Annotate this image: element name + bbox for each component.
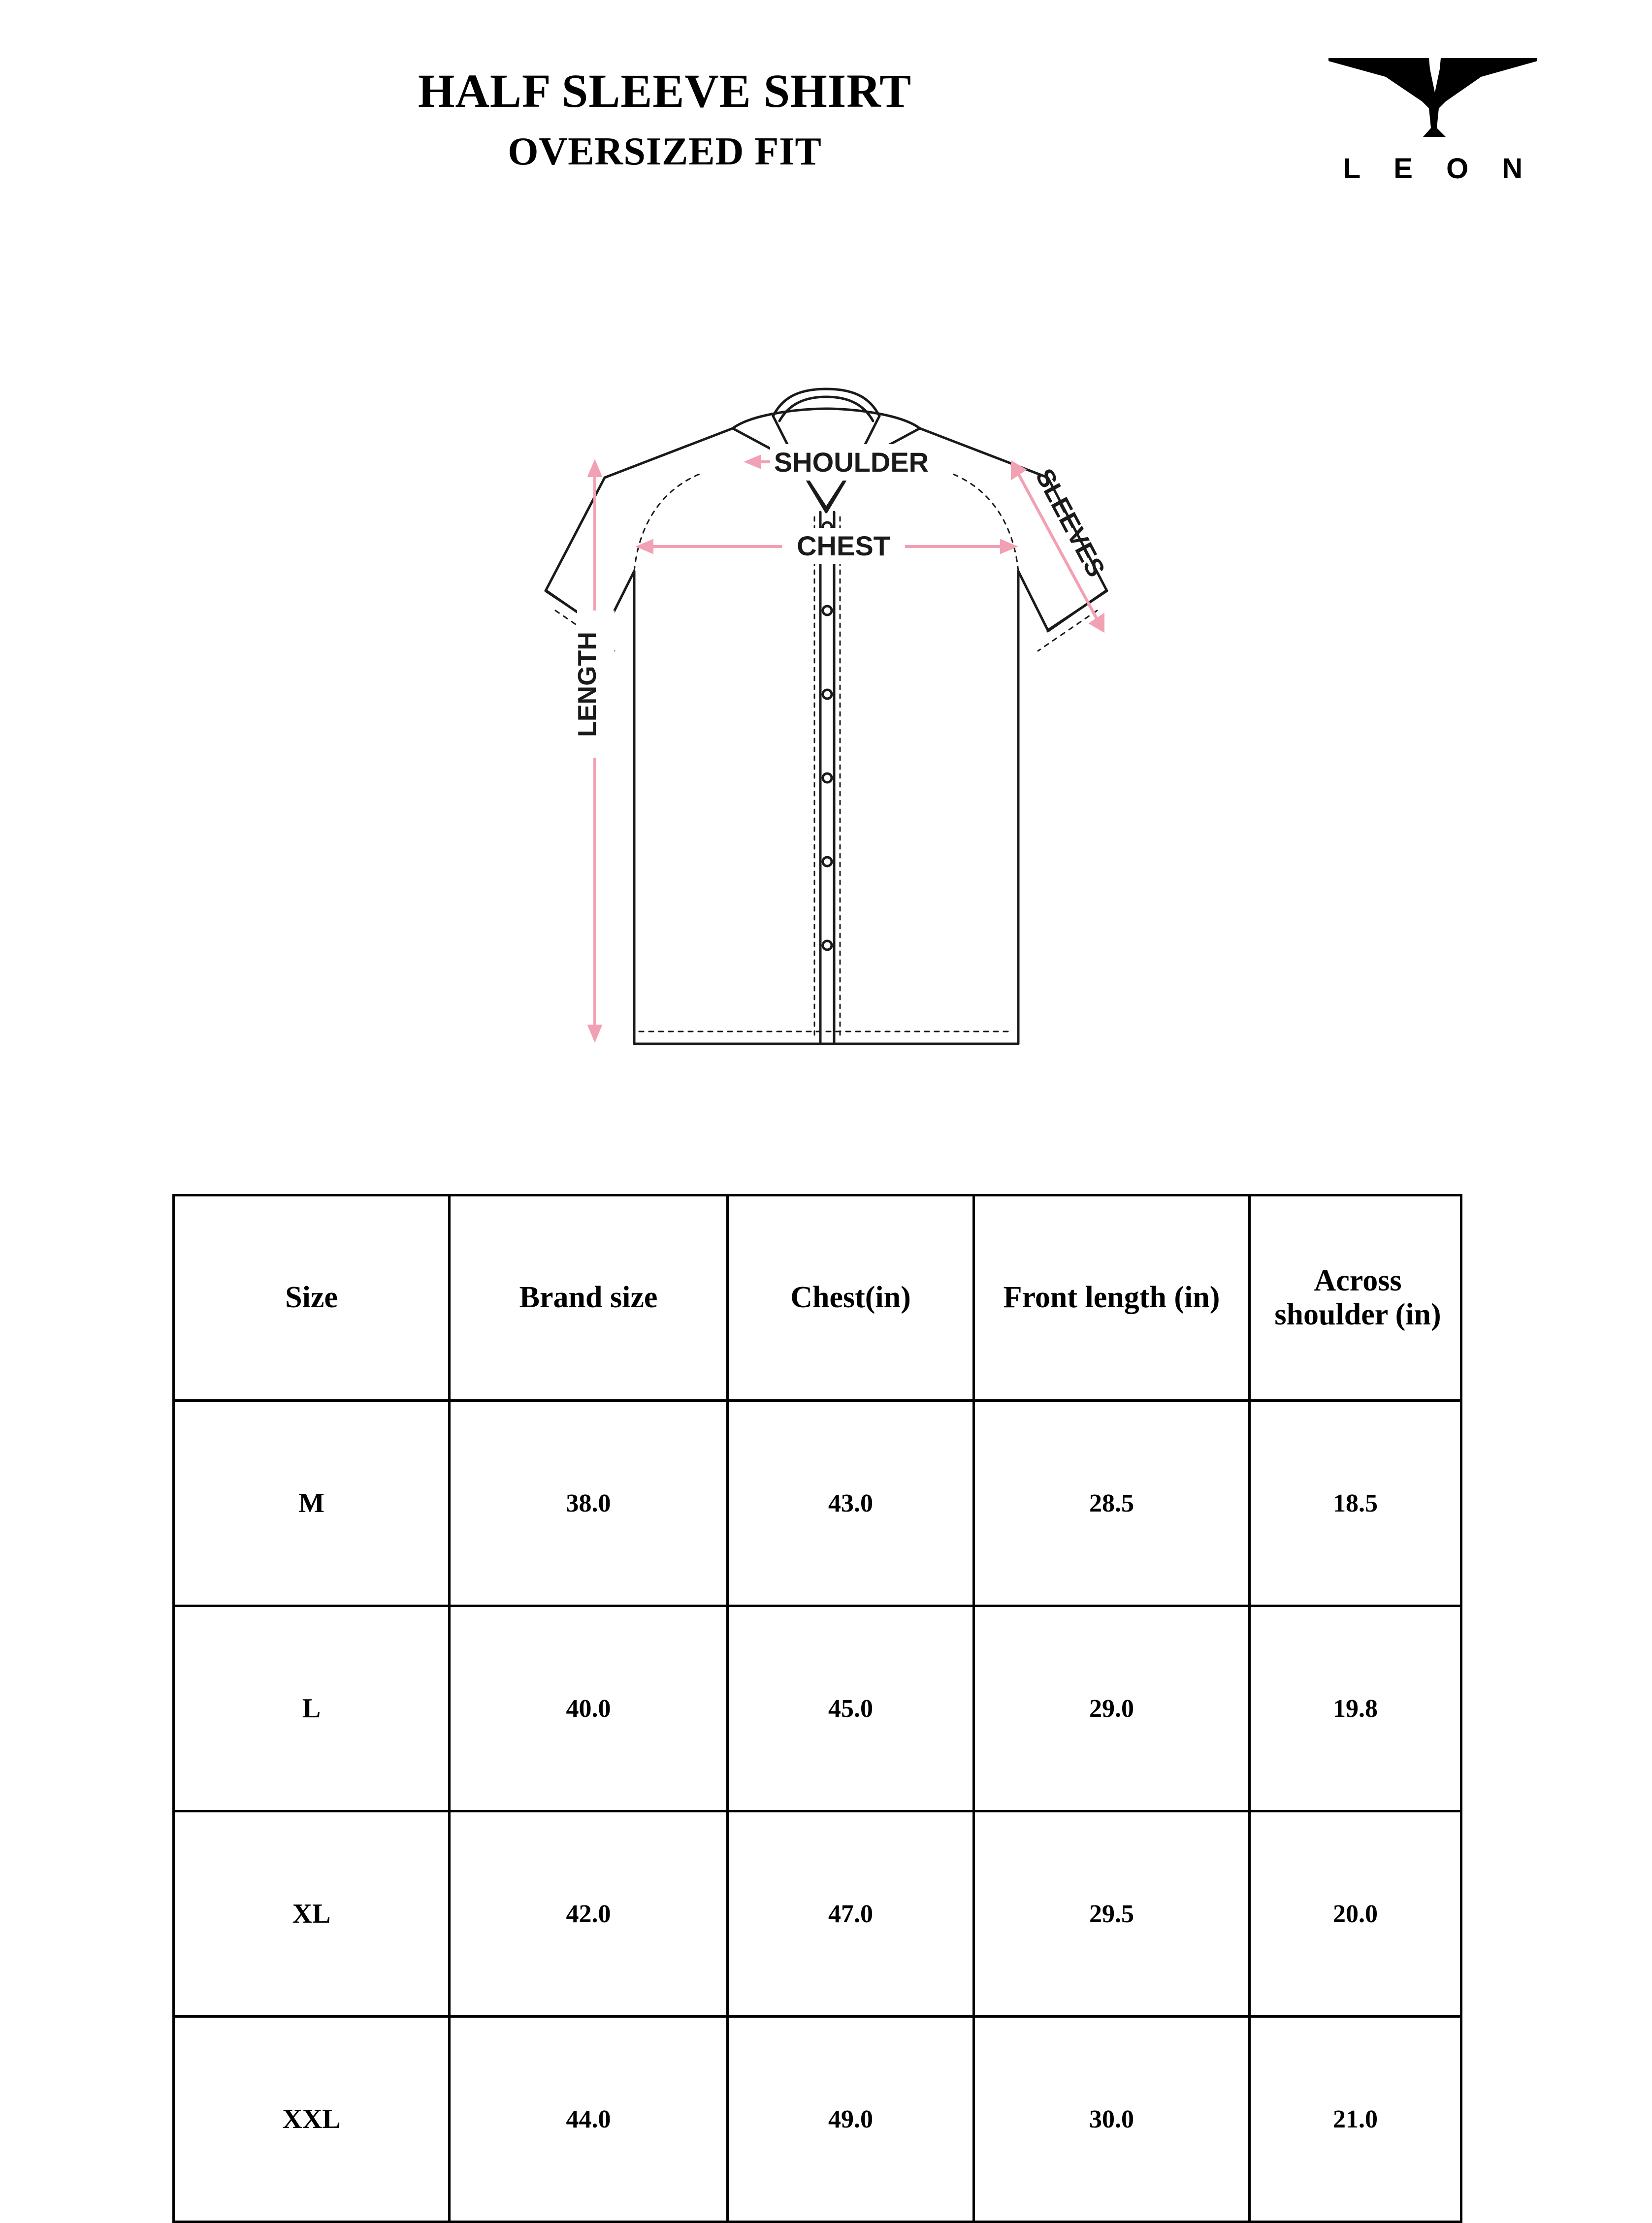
- shirt-illustration-svg: [408, 315, 1245, 1142]
- brand-logo-text: L E O N: [1343, 153, 1536, 185]
- column-header-size: Size: [174, 1195, 450, 1401]
- page-title: HALF SLEEVE SHIRT: [418, 64, 912, 117]
- cell-chest: 43.0: [728, 1401, 974, 1606]
- title-block: [0, 64, 1329, 176]
- size-table: [172, 1194, 1462, 2223]
- table-row: [174, 2017, 1461, 2222]
- cell-front-length: 29.0: [974, 1606, 1250, 1811]
- cell-across-shoulder: 19.8: [1250, 1606, 1461, 1811]
- cell-front-length: 29.5: [974, 1811, 1250, 2017]
- table-header-row: [174, 1195, 1461, 1401]
- column-header-front-length: Front length (in): [974, 1195, 1250, 1401]
- cell-across-shoulder: 21.0: [1250, 2017, 1461, 2222]
- leon-bird-logo-icon: [1325, 54, 1541, 153]
- cell-chest: 49.0: [728, 2017, 974, 2222]
- table-row: [174, 1606, 1461, 1811]
- label-shoulder: SHOULDER: [774, 447, 929, 478]
- cell-chest: 47.0: [728, 1811, 974, 2017]
- page-subtitle: OVERSIZED FIT: [508, 130, 822, 174]
- cell-chest: 45.0: [728, 1606, 974, 1811]
- cell-size: M: [174, 1401, 450, 1606]
- cell-across-shoulder: 18.5: [1250, 1401, 1461, 1606]
- cell-across-shoulder: 20.0: [1250, 1811, 1461, 2017]
- cell-brand-size: 40.0: [450, 1606, 728, 1811]
- label-chest: CHEST: [796, 530, 890, 561]
- brand-logo: [1325, 54, 1541, 185]
- label-length: LENGTH: [573, 632, 602, 737]
- cell-size: XXL: [174, 2017, 450, 2222]
- table-row: [174, 1401, 1461, 1606]
- cell-brand-size: 42.0: [450, 1811, 728, 2017]
- size-chart: [172, 1194, 1460, 2223]
- cell-front-length: 28.5: [974, 1401, 1250, 1606]
- cell-size: L: [174, 1606, 450, 1811]
- cell-brand-size: 44.0: [450, 2017, 728, 2222]
- shirt-diagram: [0, 315, 1652, 1162]
- cell-front-length: 30.0: [974, 2017, 1250, 2222]
- column-header-across-shoulder: Across shoulder (in): [1250, 1195, 1461, 1401]
- table-row: [174, 1811, 1461, 2017]
- column-header-brand-size: Brand size: [450, 1195, 728, 1401]
- cell-brand-size: 38.0: [450, 1401, 728, 1606]
- cell-size: XL: [174, 1811, 450, 2017]
- page-header: [0, 0, 1652, 256]
- label-sleeves: SLEEVES: [1029, 464, 1110, 582]
- column-header-chest: Chest(in): [728, 1195, 974, 1401]
